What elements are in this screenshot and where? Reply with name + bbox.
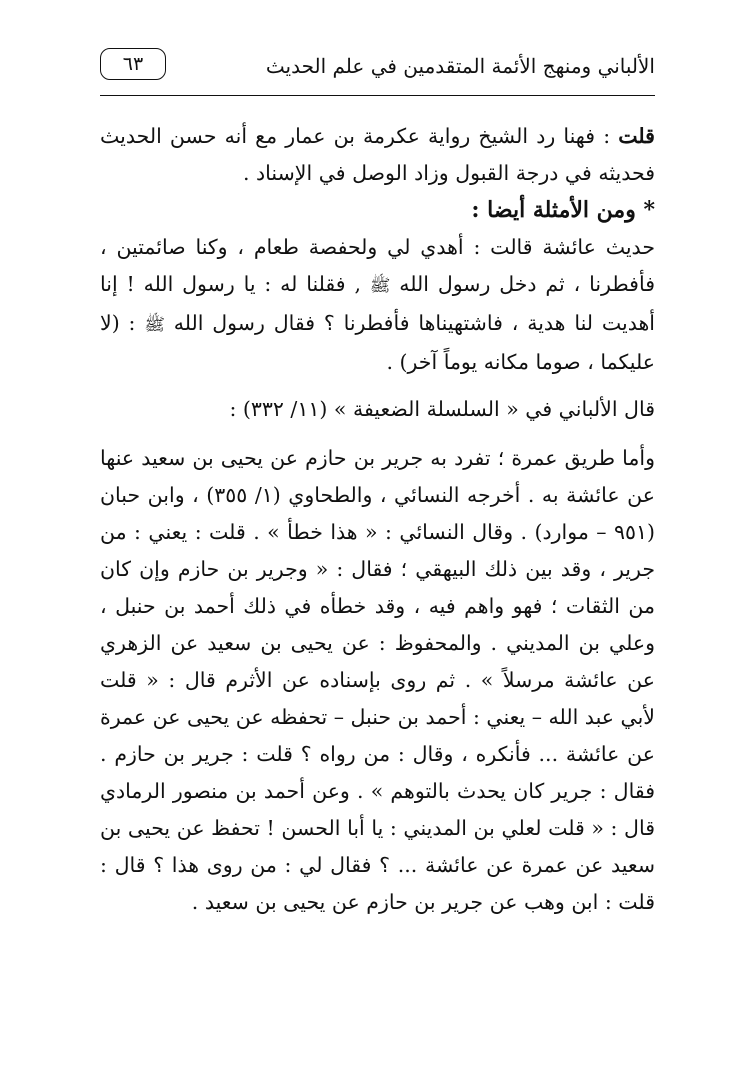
paragraph-comment [100,118,655,192]
hadith-text-2: , فقلنا له : يا رسول الله ! إنا أهديت لنا هدية ، فاشتهيناها فأفطرنا ؟ فقال رسول الله [100,272,655,335]
salawat-glyph: ﷺ [369,276,391,296]
page-number: ٦٣ [100,48,166,80]
header-divider [100,95,655,96]
page-header [100,44,655,94]
citation-line: قال الألباني في « السلسلة الضعيفة » (١١/ ٣٣٢) : [229,397,655,421]
page-body [100,118,655,921]
hadith-text-3: : (لا عليكما ، صوما مكانه يوماً آخر) . [100,311,655,374]
salawat-glyph: ﷺ [144,315,165,335]
paragraph-lead: قلت [618,124,655,148]
paragraph-analysis: وأما طريق عمرة ؛ تفرد به جرير بن حازم عن يحيى بن سعيد عنها عن عائشة به . أخرجه النسائي ، والطحاوي (١/ ٣٥٥) ، وابن حبان (٩٥١ – موارد) . وقال النسائي : « هذا خطأ » . قلت : يعني : من جرير ، وقد بين ذلك البيهقي ؛ فقال : « وجرير بن حازم وإن كان من الثقات ؛ فهو واهم فيه ، وقد خطأه في ذلك أحمد بن حنبل ، وعلي بن المديني . والمحفوظ : عن يحيى بن سعيد عن الزهري عن عائشة مرسلاً » . ثم روى بإسناده عن الأثرم قال : « قلت لأبي عبد الله – يعني : أحمد بن حنبل – تحفظه عن يحيى عن عمرة عن عائشة ... فأنكره ، وقال : من رواه ؟ قلت : جرير بن حازم . فقال : جرير كان يحدث بالتوهم » . وعن أحمد بن منصور الرمادي قال : « قلت لعلي بن المديني : يا أبا الحسن ! تحفظ عن يحيى بن سعيد عن عمرة عن عائشة ... ؟ فقال لي : من روى هذا ؟ قال : قلت : ابن وهب عن جرير بن حازم عن يحيى بن سعيد . [100,446,655,914]
paragraph-text: : فهنا رد الشيخ رواية عكرمة بن عمار مع أنه حسن الحديث فحديثه في درجة القبول وزاد الوصل في الإسناد . [100,124,655,185]
running-title: الألباني ومنهج الأئمة المتقدمين في علم الحديث [265,54,655,78]
section-heading: * ومن الأمثلة أيضا : [471,197,655,223]
paragraph-hadith [100,229,655,381]
hadith-text-1: حديث عائشة قالت : أهدي لي ولحفصة طعام ، وكنا صائمتين ، فأفطرنا ، ثم دخل رسول الله [100,235,655,296]
